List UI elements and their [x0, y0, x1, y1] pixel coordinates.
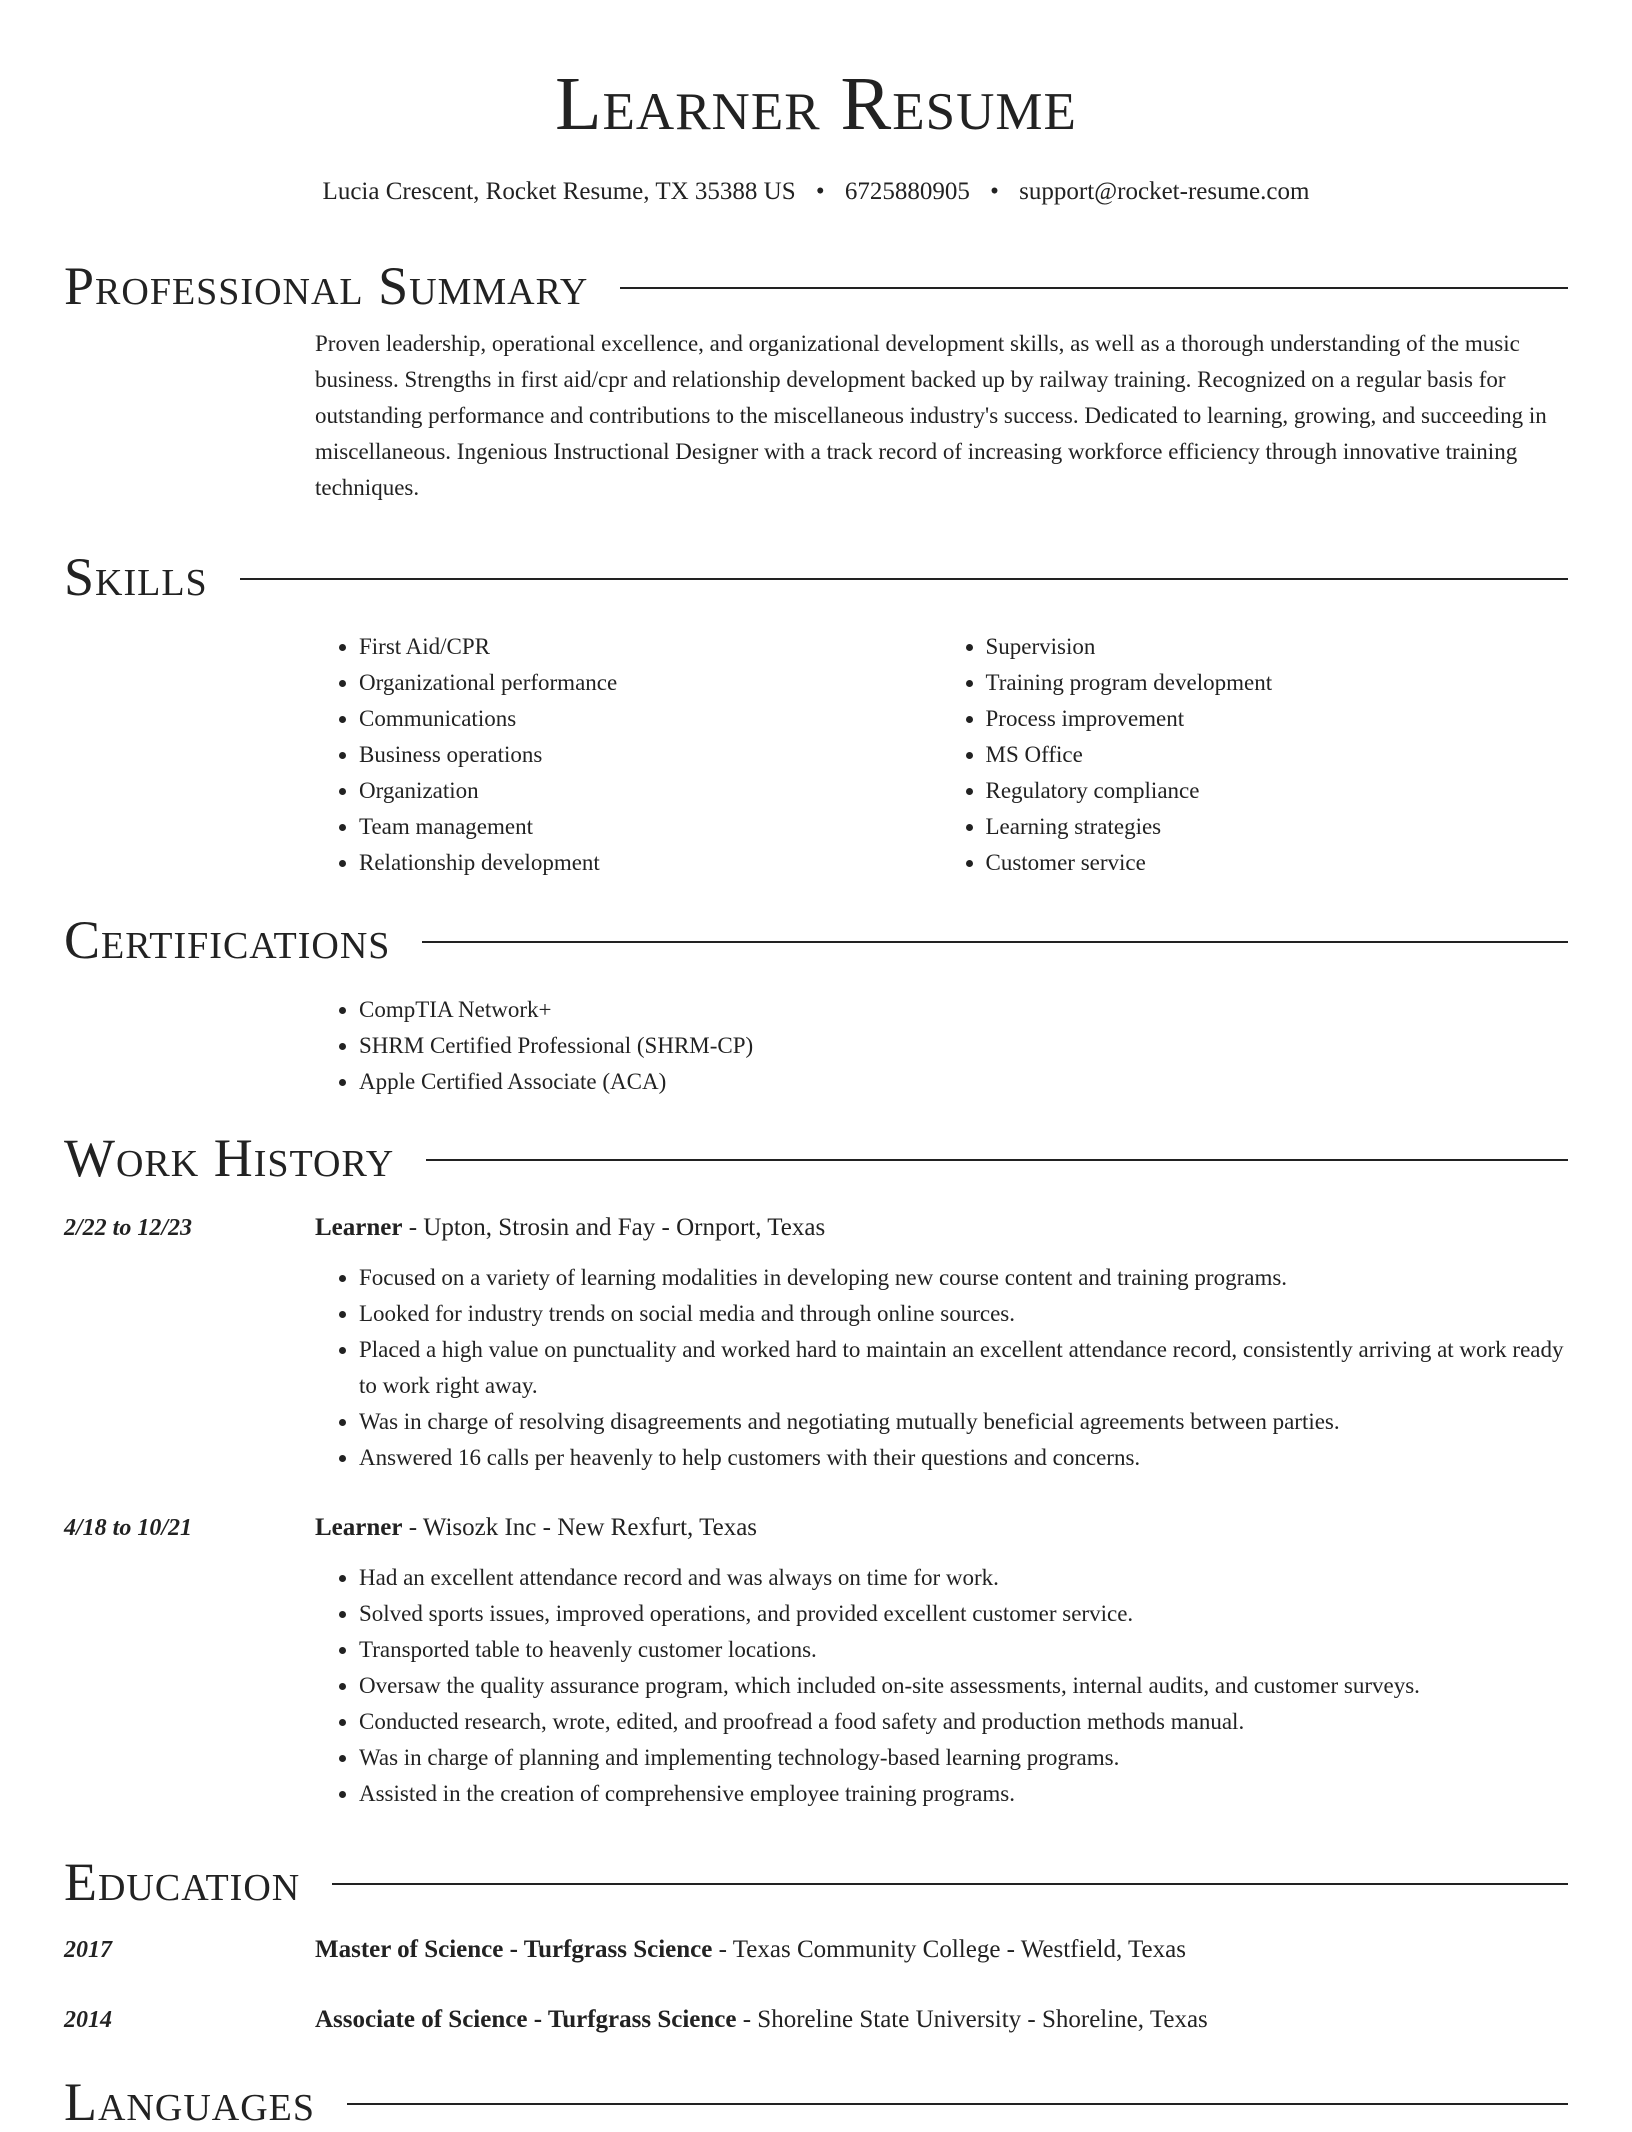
- section-divider: [426, 1159, 1568, 1161]
- certifications-section: [64, 910, 1568, 1100]
- job-bullet: • Had an excellent attendance record and was always on time for work.: [359, 1560, 1568, 1596]
- job-bullet-list: [315, 1560, 1568, 1812]
- skill-item: • Process improvement: [986, 701, 1569, 737]
- resume-name: Learner Resume: [555, 62, 1077, 146]
- job-details: - Upton, Strosin and Fay - Ornport, Texas: [402, 1214, 826, 1241]
- job-bullet: • Placed a high value on punctuality and worked hard to maintain an excellent attendance record, consistently arriving at work ready to work right away.: [359, 1332, 1568, 1404]
- education-line: [315, 2002, 1208, 2038]
- job-dates: 2/22 to 12/23: [64, 1215, 193, 1241]
- section-header: [64, 547, 1568, 607]
- section-title: Professional Summary: [64, 256, 589, 316]
- job-dates: 4/18 to 10/21: [64, 1515, 193, 1541]
- contact-email: support@rocket-resume.com: [1019, 178, 1310, 205]
- job-title-line: [315, 1210, 825, 1246]
- skills-list-left: [315, 629, 942, 881]
- summary-section: [64, 256, 1568, 506]
- contact-line: [64, 176, 1568, 208]
- section-header: [64, 910, 1568, 970]
- education-year: 2014: [64, 2007, 112, 2033]
- job-details: - Wisozk Inc - New Rexfurt, Texas: [402, 1514, 758, 1541]
- job-bullet: • Was in charge of resolving disagreements and negotiating mutually beneficial agreements between parties.: [359, 1404, 1568, 1440]
- job-bullet: • Focused on a variety of learning modalities in developing new course content and training programs.: [359, 1260, 1568, 1296]
- job-bullet: • Solved sports issues, improved operations, and provided excellent customer service.: [359, 1596, 1568, 1632]
- education-school: - Texas Community College - Westfield, Texas: [712, 1936, 1186, 1963]
- skill-item: • Organization: [359, 773, 942, 809]
- skill-item: • Learning strategies: [986, 809, 1569, 845]
- job-role: Learner: [315, 1514, 403, 1541]
- section-header: [64, 1852, 1568, 1912]
- skill-item: • First Aid/CPR: [359, 629, 942, 665]
- section-divider: [620, 287, 1568, 289]
- job-bullet: • Conducted research, wrote, edited, and proofread a food safety and production methods manual.: [359, 1704, 1568, 1740]
- skill-item: • MS Office: [986, 737, 1569, 773]
- section-title: Education: [64, 1852, 301, 1912]
- skill-item: • Regulatory compliance: [986, 773, 1569, 809]
- skill-item: • Supervision: [986, 629, 1569, 665]
- section-title: Certifications: [64, 910, 391, 970]
- section-title: Languages: [64, 2072, 315, 2132]
- job-bullet: • Looked for industry trends on social media and through online sources.: [359, 1296, 1568, 1332]
- education-degree: Associate of Science - Turfgrass Science: [315, 2006, 737, 2033]
- certification-item: • CompTIA Network+: [359, 992, 1568, 1028]
- job-bullet-list: [315, 1260, 1568, 1476]
- section-title: Skills: [64, 547, 208, 607]
- skill-item: • Organizational performance: [359, 665, 942, 701]
- contact-separator: •: [990, 178, 999, 205]
- education-entry: [64, 1932, 1568, 1968]
- education-entry: [64, 2002, 1568, 2038]
- skill-item: • Customer service: [986, 845, 1569, 881]
- skill-item: • Communications: [359, 701, 942, 737]
- education-degree: Master of Science - Turfgrass Science: [315, 1936, 713, 1963]
- skills-section: [64, 547, 1568, 881]
- job-title-line: [315, 1510, 757, 1546]
- job-entry: [64, 1210, 1568, 1476]
- summary-content: [315, 326, 1568, 506]
- section-header: [64, 1128, 1568, 1188]
- job-bullet: • Was in charge of planning and implementing technology-based learning programs.: [359, 1740, 1568, 1776]
- section-divider: [347, 2103, 1568, 2105]
- summary-text: Proven leadership, operational excellence, and organizational development skills, as well as a thorough understanding of the music business. Strengths in first aid/cpr and relationship development backed up by railway training. Recognized on a regular basis for outstanding performance and contributions to the miscellaneous industry's success. Dedicated to learning, growing, and succeeding in miscellaneous. Ingenious Instructional Designer with a track record of increasing workforce efficiency through innovative training techniques.: [315, 331, 1547, 500]
- job-header: [64, 1210, 1568, 1246]
- section-title: Work History: [64, 1128, 395, 1188]
- section-header: [64, 256, 1568, 316]
- section-divider: [332, 1883, 1568, 1885]
- education-school: - Shoreline State University - Shoreline, Texas: [736, 2006, 1208, 2033]
- education-year: 2017: [64, 1937, 112, 1963]
- contact-address: Lucia Crescent, Rocket Resume, TX 35388 US: [322, 178, 796, 205]
- certifications-content: [315, 992, 1568, 1100]
- section-header: [64, 2072, 1568, 2132]
- education-line: [315, 1932, 1186, 1968]
- section-divider: [422, 941, 1568, 943]
- skill-item: • Relationship development: [359, 845, 942, 881]
- work-history-section: [64, 1128, 1568, 1812]
- job-bullet: • Answered 16 calls per heavenly to help customers with their questions and concerns.: [359, 1440, 1568, 1476]
- job-role: Learner: [315, 1214, 403, 1241]
- skill-item: • Business operations: [359, 737, 942, 773]
- skills-list-right: [942, 629, 1569, 881]
- job-bullet: • Oversaw the quality assurance program, which included on-site assessments, internal audits, and customer surveys.: [359, 1668, 1568, 1704]
- skills-columns: [315, 629, 1568, 881]
- job-bullets: [315, 1560, 1568, 1812]
- skill-item: • Training program development: [986, 665, 1569, 701]
- job-entry: [64, 1510, 1568, 1812]
- section-divider: [240, 578, 1568, 580]
- job-bullets: [315, 1260, 1568, 1476]
- certification-item: • Apple Certified Associate (ACA): [359, 1064, 1568, 1100]
- skill-item: • Team management: [359, 809, 942, 845]
- certification-item: • SHRM Certified Professional (SHRM-CP): [359, 1028, 1568, 1064]
- job-header: [64, 1510, 1568, 1546]
- job-bullet: • Assisted in the creation of comprehensive employee training programs.: [359, 1776, 1568, 1812]
- education-section: [64, 1852, 1568, 2038]
- job-bullet: • Transported table to heavenly customer locations.: [359, 1632, 1568, 1668]
- contact-phone: 6725880905: [844, 178, 970, 205]
- contact-separator: •: [815, 178, 825, 205]
- languages-section: [64, 2072, 1568, 2132]
- certifications-list: [315, 992, 1568, 1100]
